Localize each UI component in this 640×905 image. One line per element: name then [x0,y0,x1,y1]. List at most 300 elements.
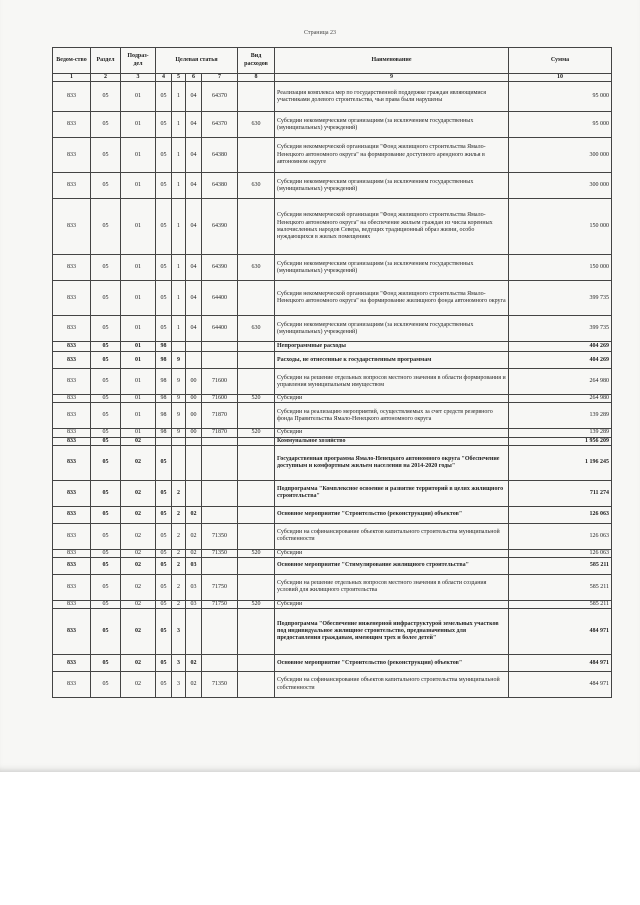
vedomstvo-cell: 833 [53,352,91,369]
expense-type-cell [238,369,275,395]
direction-code-cell [202,437,238,445]
name-cell: Подпрограмма "Обеспечение инженерной инфраструктурой земельных участков под индивидуальное жилищное строительство, предназначенных для предоставления гражданам, имеющим трех и более детей" [275,609,509,655]
direction-code-cell: 71750 [202,600,238,608]
direction-code-cell: 71870 [202,429,238,437]
vedomstvo-cell: 833 [53,549,91,557]
podrazdel-cell: 02 [121,437,156,445]
expense-type-cell: 520 [238,549,275,557]
program-code-cell: 98 [156,342,172,352]
column-number-cell: 4 [156,74,172,82]
header-naimenovanie: Наименование [275,48,509,74]
program-code-cell: 05 [156,506,172,523]
expense-type-cell: 520 [238,429,275,437]
table-row [53,437,612,445]
vedomstvo-cell: 833 [53,199,91,255]
vedomstvo-cell: 833 [53,437,91,445]
name-cell: Субсидии некоммерческим организациям (за исключением государственных (муниципальных) учреждений) [275,316,509,342]
event-code-cell: 04 [186,316,202,342]
program-code-cell: 98 [156,395,172,403]
podrazdel-cell: 01 [121,429,156,437]
subprogram-code-cell: 2 [172,600,186,608]
event-code-cell: 03 [186,600,202,608]
sum-cell: 484 971 [509,655,612,672]
expense-type-cell [238,199,275,255]
direction-code-cell [202,506,238,523]
razdel-cell: 05 [91,82,121,112]
header-vid-rashodov: Вид расходов [238,48,275,74]
event-code-cell: 00 [186,395,202,403]
razdel-cell: 05 [91,655,121,672]
razdel-cell: 05 [91,549,121,557]
program-code-cell: 05 [156,112,172,138]
event-code-cell: 03 [186,557,202,574]
vedomstvo-cell: 833 [53,523,91,549]
vedomstvo-cell: 833 [53,655,91,672]
name-cell: Субсидии на софинансирование объектов капитального строительства муниципальной собственности [275,672,509,698]
sum-cell: 404 269 [509,342,612,352]
podrazdel-cell: 01 [121,316,156,342]
direction-code-cell: 64390 [202,255,238,281]
program-code-cell: 98 [156,403,172,429]
header-razdel: Раздел [91,48,121,74]
sum-cell: 585 211 [509,557,612,574]
program-code-cell: 05 [156,549,172,557]
header-summa: Сумма [509,48,612,74]
name-cell: Подпрограмма "Комплексное освоение и развитие территорий в целях жилищного строительства" [275,480,509,506]
podrazdel-cell: 02 [121,445,156,480]
column-number-cell: 5 [172,74,186,82]
sum-cell: 126 063 [509,506,612,523]
column-number-cell: 3 [121,74,156,82]
direction-code-cell: 71600 [202,369,238,395]
vedomstvo-cell: 833 [53,112,91,138]
header-podrazdel: Подраз-дел [121,48,156,74]
program-code-cell: 05 [156,82,172,112]
program-code-cell: 05 [156,138,172,173]
event-code-cell [186,480,202,506]
program-code-cell: 05 [156,523,172,549]
event-code-cell [186,445,202,480]
name-cell: Субсидии некоммерческим организациям (за исключением государственных (муниципальных) учреждений) [275,173,509,199]
table-row [53,445,612,480]
expense-type-cell [238,574,275,600]
event-code-cell: 02 [186,672,202,698]
sum-cell: 300 000 [509,173,612,199]
name-cell: Субсидии [275,395,509,403]
name-cell: Субсидии некоммерческим организациям (за исключением государственных (муниципальных) учреждений) [275,112,509,138]
name-cell: Основное мероприятие "Стимулирование жилищного строительства" [275,557,509,574]
vedomstvo-cell: 833 [53,557,91,574]
table-row [53,655,612,672]
sum-cell: 139 289 [509,403,612,429]
razdel-cell: 05 [91,173,121,199]
table-row [53,429,612,437]
vedomstvo-cell: 833 [53,173,91,199]
sum-cell: 95 000 [509,82,612,112]
event-code-cell: 04 [186,199,202,255]
subprogram-code-cell [172,342,186,352]
table-row [53,82,612,112]
event-code-cell: 02 [186,506,202,523]
razdel-cell: 05 [91,316,121,342]
program-code-cell: 05 [156,445,172,480]
name-cell: Субсидии на софинансирование объектов капитального строительства муниципальной собственности [275,523,509,549]
subprogram-code-cell: 9 [172,403,186,429]
podrazdel-cell: 02 [121,574,156,600]
event-code-cell [186,352,202,369]
podrazdel-cell: 02 [121,655,156,672]
subprogram-code-cell: 9 [172,395,186,403]
subprogram-code-cell [172,437,186,445]
vedomstvo-cell: 833 [53,574,91,600]
razdel-cell: 05 [91,199,121,255]
table-row [53,672,612,698]
razdel-cell: 05 [91,506,121,523]
expense-type-cell [238,672,275,698]
direction-code-cell: 71350 [202,672,238,698]
razdel-cell: 05 [91,352,121,369]
sum-cell: 150 000 [509,199,612,255]
program-code-cell: 05 [156,600,172,608]
sum-cell: 95 000 [509,112,612,138]
table-row [53,557,612,574]
subprogram-code-cell: 1 [172,138,186,173]
expense-type-cell: 520 [238,600,275,608]
podrazdel-cell: 01 [121,199,156,255]
expense-type-cell: 630 [238,112,275,138]
podrazdel-cell: 02 [121,506,156,523]
program-code-cell: 05 [156,255,172,281]
razdel-cell: 05 [91,609,121,655]
event-code-cell: 02 [186,655,202,672]
vedomstvo-cell: 833 [53,672,91,698]
program-code-cell: 05 [156,316,172,342]
direction-code-cell: 64400 [202,281,238,316]
expense-type-cell: 630 [238,255,275,281]
vedomstvo-cell: 833 [53,316,91,342]
name-cell: Субсидии [275,600,509,608]
program-code-cell: 98 [156,369,172,395]
vedomstvo-cell: 833 [53,342,91,352]
sum-cell: 300 000 [509,138,612,173]
program-code-cell: 05 [156,281,172,316]
table-row [53,173,612,199]
direction-code-cell: 71750 [202,574,238,600]
sum-cell: 484 971 [509,609,612,655]
direction-code-cell: 71350 [202,549,238,557]
sum-cell: 404 269 [509,352,612,369]
subprogram-code-cell: 2 [172,480,186,506]
event-code-cell: 04 [186,173,202,199]
subprogram-code-cell: 3 [172,672,186,698]
vedomstvo-cell: 833 [53,506,91,523]
name-cell: Субсидия некоммерческой организации "Фонд жилищного строительства Ямало-Ненецкого автономного округа" на обеспечение жильем граждан из числа коренных малочисленных народов Севера, ведущих традиционный образ жизни, особо нуждающихся в жилых помещениях [275,199,509,255]
direction-code-cell [202,342,238,352]
expense-type-cell [238,342,275,352]
sum-cell: 585 211 [509,600,612,608]
program-code-cell: 05 [156,480,172,506]
subprogram-code-cell: 2 [172,557,186,574]
name-cell: Субсидии на решение отдельных вопросов местного значения в области создания условий для жилищного строительства [275,574,509,600]
name-cell: Субсидии [275,549,509,557]
podrazdel-cell: 02 [121,672,156,698]
direction-code-cell [202,609,238,655]
column-number-cell: 2 [91,74,121,82]
table-body [53,82,612,698]
sum-cell: 484 971 [509,672,612,698]
subprogram-code-cell [172,445,186,480]
podrazdel-cell: 01 [121,342,156,352]
razdel-cell: 05 [91,600,121,608]
event-code-cell [186,342,202,352]
column-number-cell: 9 [275,74,509,82]
vedomstvo-cell: 833 [53,403,91,429]
program-code-cell: 05 [156,557,172,574]
podrazdel-cell: 01 [121,112,156,138]
page-label: Страница 23 [303,30,337,36]
header-vedomstvo: Ведом-ство [53,48,91,74]
direction-code-cell: 64390 [202,199,238,255]
direction-code-cell: 71600 [202,395,238,403]
razdel-cell: 05 [91,557,121,574]
expense-type-cell: 630 [238,173,275,199]
event-code-cell: 03 [186,574,202,600]
direction-code-cell: 71350 [202,523,238,549]
direction-code-cell [202,655,238,672]
subprogram-code-cell: 1 [172,82,186,112]
name-cell: Субсидии некоммерческим организациям (за исключением государственных (муниципальных) учреждений) [275,255,509,281]
direction-code-cell: 64370 [202,112,238,138]
name-cell: Основное мероприятие "Строительство (реконструкция) объектов" [275,506,509,523]
name-cell: Субсидии на реализацию мероприятий, осуществляемых за счет средств резервного фонда Правительства Ямало-Ненецкого автономного округа [275,403,509,429]
column-number-cell: 7 [202,74,238,82]
sum-cell: 585 211 [509,574,612,600]
razdel-cell: 05 [91,574,121,600]
expense-type-cell [238,523,275,549]
name-cell: Субсидия некоммерческой организации "Фонд жилищного строительства Ямало-Ненецкого автономного округа" на формирование жилищного фонда автономного округа [275,281,509,316]
column-number-row [53,74,612,82]
event-code-cell: 04 [186,138,202,173]
vedomstvo-cell: 833 [53,82,91,112]
table-row [53,600,612,608]
expense-type-cell [238,281,275,316]
name-cell: Субсидия некоммерческой организации "Фонд жилищного строительства Ямало-Ненецкого автономного округа" на формирование доступного арендного жилья в автономном округе [275,138,509,173]
expense-type-cell [238,403,275,429]
razdel-cell: 05 [91,395,121,403]
podrazdel-cell: 02 [121,549,156,557]
expense-type-cell [238,655,275,672]
expense-type-cell [238,138,275,173]
expense-type-cell [238,437,275,445]
subprogram-code-cell: 2 [172,506,186,523]
direction-code-cell [202,480,238,506]
sum-cell: 126 063 [509,523,612,549]
razdel-cell: 05 [91,369,121,395]
subprogram-code-cell: 9 [172,352,186,369]
subprogram-code-cell: 9 [172,369,186,395]
program-code-cell: 98 [156,429,172,437]
sum-cell: 150 000 [509,255,612,281]
name-cell: Непрограммные расходы [275,342,509,352]
sum-cell: 1 956 209 [509,437,612,445]
podrazdel-cell: 01 [121,173,156,199]
sum-cell: 1 196 245 [509,445,612,480]
sum-cell: 711 274 [509,480,612,506]
table-row [53,112,612,138]
name-cell: Реализация комплекса мер по государственной поддержке граждан являющимися участниками долевого строительства, чьи права были нарушены [275,82,509,112]
name-cell: Коммунальное хозяйство [275,437,509,445]
subprogram-code-cell: 1 [172,199,186,255]
event-code-cell: 00 [186,429,202,437]
razdel-cell: 05 [91,445,121,480]
table-row [53,549,612,557]
event-code-cell [186,437,202,445]
direction-code-cell [202,557,238,574]
program-code-cell: 05 [156,173,172,199]
direction-code-cell: 64400 [202,316,238,342]
column-number-cell: 6 [186,74,202,82]
razdel-cell: 05 [91,672,121,698]
podrazdel-cell: 01 [121,395,156,403]
sum-cell: 399 735 [509,281,612,316]
column-number-cell: 10 [509,74,612,82]
vedomstvo-cell: 833 [53,281,91,316]
sum-cell: 264 980 [509,369,612,395]
expense-type-cell [238,506,275,523]
expense-type-cell [238,445,275,480]
name-cell: Субсидии [275,429,509,437]
expense-type-cell [238,82,275,112]
program-code-cell: 05 [156,574,172,600]
sum-cell: 126 063 [509,549,612,557]
podrazdel-cell: 01 [121,255,156,281]
table-row [53,395,612,403]
table-row [53,199,612,255]
name-cell: Субсидии на решение отдельных вопросов местного значения в области формирования и управления муниципальным имуществом [275,369,509,395]
podrazdel-cell: 02 [121,480,156,506]
table-row [53,609,612,655]
column-number-cell: 1 [53,74,91,82]
sum-cell: 139 289 [509,429,612,437]
razdel-cell: 05 [91,281,121,316]
razdel-cell: 05 [91,480,121,506]
expense-type-cell [238,609,275,655]
program-code-cell: 05 [156,609,172,655]
vedomstvo-cell: 833 [53,138,91,173]
razdel-cell: 05 [91,138,121,173]
subprogram-code-cell: 1 [172,255,186,281]
razdel-cell: 05 [91,342,121,352]
subprogram-code-cell: 1 [172,112,186,138]
table-header-row [53,48,612,74]
podrazdel-cell: 01 [121,352,156,369]
direction-code-cell: 64380 [202,138,238,173]
table-row [53,574,612,600]
vedomstvo-cell: 833 [53,395,91,403]
podrazdel-cell: 01 [121,403,156,429]
table-row [53,369,612,395]
razdel-cell: 05 [91,523,121,549]
program-code-cell: 05 [156,199,172,255]
program-code-cell: 98 [156,352,172,369]
name-cell: Расходы, не отнесенные к государственным программам [275,352,509,369]
razdel-cell: 05 [91,403,121,429]
name-cell: Основное мероприятие "Строительство (реконструкция) объектов" [275,655,509,672]
program-code-cell: 05 [156,672,172,698]
expense-type-cell [238,557,275,574]
direction-code-cell [202,352,238,369]
vedomstvo-cell: 833 [53,600,91,608]
podrazdel-cell: 02 [121,557,156,574]
subprogram-code-cell: 2 [172,574,186,600]
direction-code-cell: 71870 [202,403,238,429]
table-row [53,523,612,549]
expense-type-cell [238,480,275,506]
razdel-cell: 05 [91,255,121,281]
table-row [53,255,612,281]
table-row [53,506,612,523]
subprogram-code-cell: 1 [172,316,186,342]
podrazdel-cell: 01 [121,82,156,112]
expense-type-cell: 630 [238,316,275,342]
table-row [53,352,612,369]
header-celevaya-statya: Целевая статья [156,48,238,74]
direction-code-cell [202,445,238,480]
event-code-cell: 04 [186,281,202,316]
table-row [53,138,612,173]
subprogram-code-cell: 3 [172,609,186,655]
vedomstvo-cell: 833 [53,429,91,437]
subprogram-code-cell: 1 [172,173,186,199]
podrazdel-cell: 01 [121,281,156,316]
table-row [53,480,612,506]
podrazdel-cell: 01 [121,369,156,395]
event-code-cell [186,609,202,655]
subprogram-code-cell: 3 [172,655,186,672]
event-code-cell: 04 [186,255,202,281]
event-code-cell: 04 [186,82,202,112]
table-row [53,316,612,342]
podrazdel-cell: 02 [121,523,156,549]
event-code-cell: 00 [186,403,202,429]
subprogram-code-cell: 1 [172,281,186,316]
sum-cell: 264 980 [509,395,612,403]
event-code-cell: 04 [186,112,202,138]
vedomstvo-cell: 833 [53,445,91,480]
direction-code-cell: 64370 [202,82,238,112]
podrazdel-cell: 02 [121,600,156,608]
subprogram-code-cell: 9 [172,429,186,437]
table-row [53,342,612,352]
vedomstvo-cell: 833 [53,480,91,506]
vedomstvo-cell: 833 [53,609,91,655]
program-code-cell: 05 [156,655,172,672]
razdel-cell: 05 [91,429,121,437]
event-code-cell: 00 [186,369,202,395]
podrazdel-cell: 01 [121,138,156,173]
subprogram-code-cell: 2 [172,523,186,549]
event-code-cell: 02 [186,549,202,557]
razdel-cell: 05 [91,437,121,445]
vedomstvo-cell: 833 [53,369,91,395]
name-cell: Государственная программа Ямало-Ненецкого автономного округа "Обеспечение доступным и комфортным жильем населения на 2014-2020 годы" [275,445,509,480]
vedomstvo-cell: 833 [53,255,91,281]
column-number-cell: 8 [238,74,275,82]
direction-code-cell: 64380 [202,173,238,199]
sum-cell: 399 735 [509,316,612,342]
expense-type-cell [238,352,275,369]
program-code-cell [156,437,172,445]
